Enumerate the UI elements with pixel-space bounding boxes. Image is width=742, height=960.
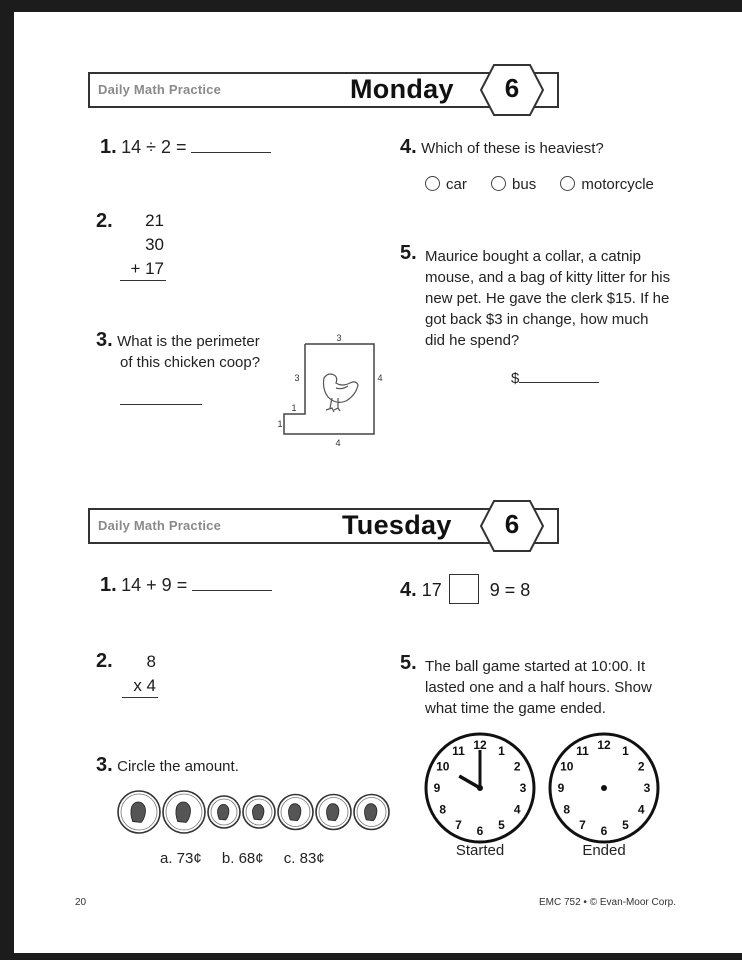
clock-number: 9: [557, 781, 565, 795]
question-text-line: got back $3 in change, how much: [425, 311, 649, 328]
quarter-coin-icon: [163, 791, 205, 833]
multiplier: x 4: [133, 676, 156, 695]
clock-number: 1: [498, 743, 505, 758]
clock-number: 4: [513, 802, 521, 817]
question-number: 3.: [96, 329, 113, 351]
choice-a[interactable]: a. 73¢: [160, 850, 202, 867]
series-title: Daily Math Practice: [98, 518, 222, 533]
chicken-icon: [324, 374, 359, 412]
clock-number: 8: [563, 802, 571, 817]
week-badge: [480, 500, 544, 552]
question-text: Which of these is heaviest?: [421, 140, 604, 157]
question-number: 1.: [100, 574, 117, 596]
question-number: 5.: [400, 242, 417, 264]
clock-label-ended: Ended: [582, 842, 626, 859]
clock-number: 7: [455, 818, 462, 833]
clock-number: 12: [473, 738, 487, 752]
side-label-top: 3: [336, 333, 342, 343]
clock-number: 5: [498, 818, 505, 833]
side-label-step-left: 1: [277, 419, 283, 429]
option-car[interactable]: car: [425, 176, 467, 193]
answer-blank[interactable]: [519, 382, 599, 383]
monday-q4: [400, 136, 604, 159]
dime-coin-icon: [243, 796, 275, 828]
answer-options: [425, 176, 654, 193]
monday-q2: [96, 210, 113, 233]
monday-q5-number: [400, 242, 417, 265]
question-number: 4.: [400, 136, 417, 158]
answer-blank[interactable]: [120, 404, 202, 405]
clock-number: 10: [436, 759, 450, 774]
monday-q1: [100, 136, 271, 159]
penny-coin-icon: [316, 795, 351, 830]
equation-left: 17: [421, 580, 442, 600]
option-bus[interactable]: bus: [491, 176, 536, 193]
clock-center: [477, 785, 483, 791]
day-title: Tuesday: [342, 510, 452, 540]
clock-number: 7: [579, 818, 586, 833]
side-label-bottom: 4: [335, 438, 341, 448]
clock-number: 8: [439, 802, 447, 817]
question-number: 5.: [400, 652, 417, 674]
clock-number: 12: [597, 738, 611, 752]
clock-number: 11: [576, 743, 589, 758]
coop-outline: [284, 344, 374, 434]
day-title: Monday: [350, 74, 454, 104]
amount-choices: [160, 850, 325, 867]
clock-number: 5: [622, 818, 629, 833]
option-motorcycle[interactable]: motorcycle: [560, 176, 654, 193]
clock-number: 9: [433, 781, 441, 795]
side-label-step-top: 1: [291, 403, 297, 413]
clock-number: 10: [560, 759, 574, 774]
radio-icon[interactable]: [491, 176, 506, 191]
clock-number: 2: [637, 759, 645, 774]
addend: 21: [145, 211, 164, 230]
question-text-line: lasted one and a half hours. Show: [425, 679, 652, 696]
operator-box[interactable]: [449, 574, 479, 604]
tuesday-q1: [100, 574, 272, 597]
worksheet-page: [14, 12, 742, 953]
answer-blank[interactable]: [191, 152, 271, 153]
radio-icon[interactable]: [425, 176, 440, 191]
side-label-left: 3: [294, 373, 300, 383]
multiplicand: 8: [146, 652, 156, 671]
tuesday-q3: [96, 754, 239, 777]
question-text-line: of this chicken coop?: [120, 354, 261, 371]
week-number: 6: [504, 73, 520, 103]
question-text-line: did he spend?: [425, 332, 520, 349]
clock-started: [422, 730, 538, 846]
penny-coin-icon: [354, 795, 389, 830]
series-title: Daily Math Practice: [98, 82, 222, 97]
choice-c[interactable]: c. 83¢: [283, 850, 325, 867]
addition-stack: [120, 209, 164, 281]
sum-line[interactable]: [120, 280, 166, 281]
money-answer: [511, 370, 599, 387]
tuesday-q5-text: [425, 656, 715, 719]
question-number: 1.: [100, 136, 117, 158]
addend: 30: [145, 235, 164, 254]
clock-number: 11: [452, 743, 465, 758]
multiplication-stack: [120, 650, 156, 698]
dime-coin-icon: [208, 796, 240, 828]
chicken-coop-figure: [276, 332, 386, 462]
clock-center: [601, 785, 607, 791]
question-text: 14 + 9 =: [121, 575, 188, 595]
question-number: 2.: [96, 210, 113, 232]
clock-number: 2: [513, 759, 521, 774]
clock-label-started: Started: [455, 842, 505, 859]
question-text-line: Maurice bought a collar, a catnip: [425, 248, 641, 265]
week-number: 6: [504, 509, 520, 539]
week-badge: [480, 64, 544, 116]
question-text-line: What is the perimeter: [117, 333, 260, 350]
penny-coin-icon: [278, 795, 313, 830]
dollar-sign: $: [511, 370, 520, 387]
clock-number: 3: [519, 781, 527, 795]
tuesday-q5-number: [400, 652, 417, 675]
question-number: 2.: [96, 650, 113, 672]
tuesday-q2: [96, 650, 113, 673]
clock-number: 1: [622, 743, 629, 758]
clock-number: 6: [600, 824, 608, 838]
answer-blank[interactable]: [192, 590, 272, 591]
quarter-coin-icon: [118, 791, 160, 833]
question-text: 14 ÷ 2 =: [121, 137, 187, 157]
question-text-line: mouse, and a bag of kitty litter for his: [425, 269, 671, 286]
side-label-right: 4: [377, 373, 383, 383]
radio-icon[interactable]: [560, 176, 575, 191]
monday-q3: [96, 329, 260, 352]
question-text-line: The ball game started at 10:00. It: [425, 658, 646, 675]
addend: + 17: [130, 259, 164, 278]
page-number: 20: [75, 897, 87, 908]
tuesday-q4: [400, 574, 530, 604]
question-text-line: new pet. He gave the clerk $15. If he: [425, 290, 670, 307]
question-text-line: what time the game ended.: [425, 700, 606, 717]
question-number: 4.: [400, 579, 417, 601]
clock-number: 3: [643, 781, 651, 795]
copyright: EMC 752 • © Evan-Moor Corp.: [538, 897, 676, 908]
product-line[interactable]: [122, 697, 158, 698]
choice-b[interactable]: b. 68¢: [221, 850, 264, 867]
clock-number: 4: [637, 802, 645, 817]
question-number: 3.: [96, 754, 113, 776]
clock-number: 6: [476, 824, 484, 838]
clock-ended[interactable]: [546, 730, 662, 846]
question-text: Circle the amount.: [117, 758, 239, 775]
equation-right: 9 = 8: [489, 580, 531, 600]
monday-q5-text: [425, 246, 715, 351]
coin-group: [114, 782, 394, 842]
